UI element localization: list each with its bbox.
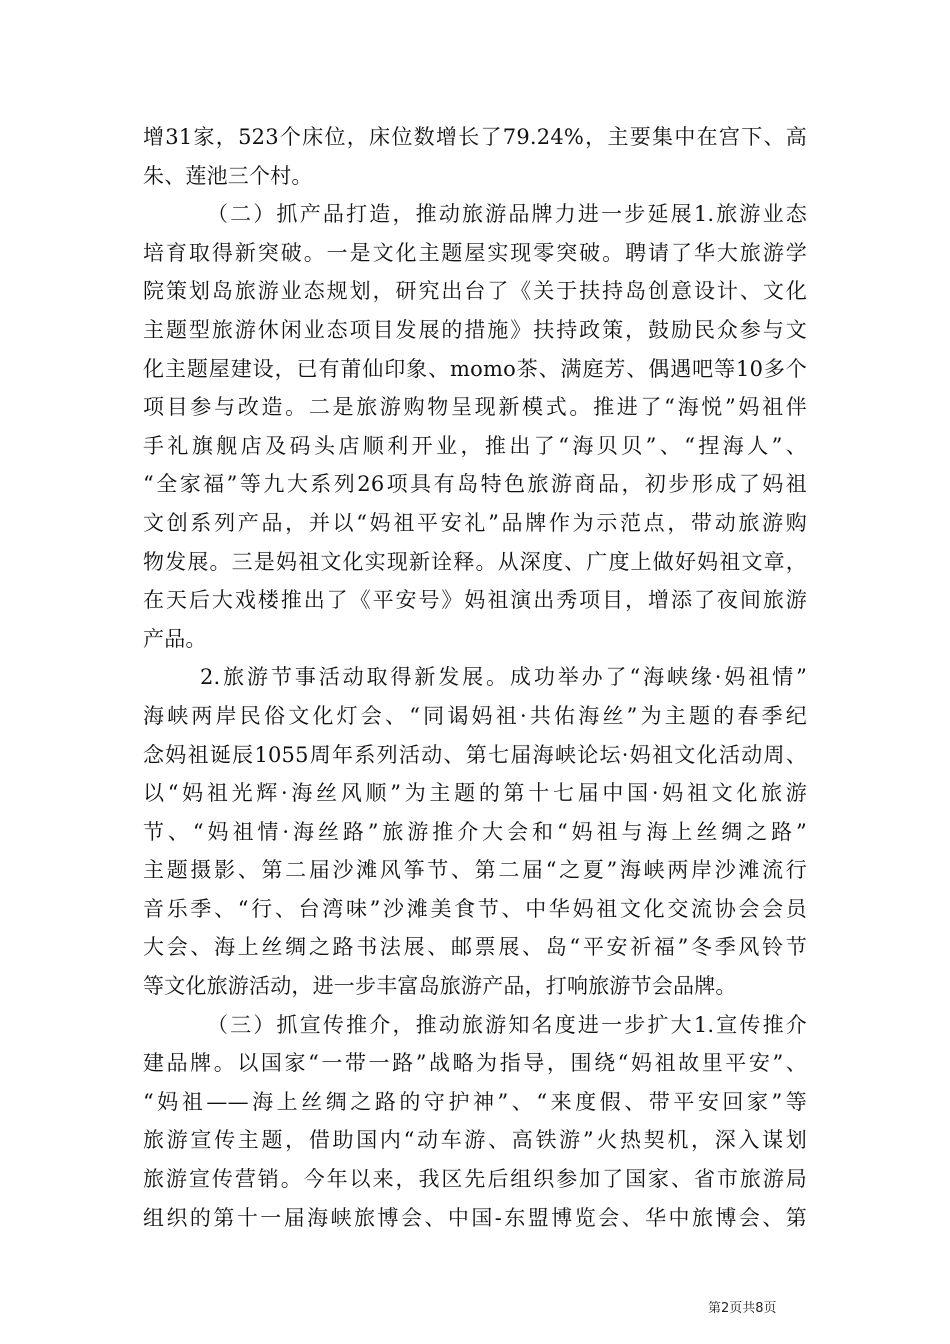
text-line: 培育取得新突破。一是文化主题屋实现零突破。聘请了华大旅游学 [143,240,807,265]
text-line: “妈祖——海上丝绸之路的守护神”、“来度假、带平安回家”等 [143,1089,807,1114]
body-text [143,118,807,1237]
text-line: 海峡两岸民俗文化灯会、“同谒妈祖·共佑海丝”为主题的春季纪 [143,703,807,728]
text-line: （三）抓宣传推介，推动旅游知名度进一步扩大1.宣传推介 [207,1012,807,1037]
text-line: 念妈祖诞辰1055周年系列活动、第七届海峡论坛·妈祖文化活动周、 [143,742,807,767]
text-line: 化主题屋建设，已有莆仙印象、momo茶、满庭芳、偶遇吧等10多个 [143,356,807,381]
text-line: 院策划岛旅游业态规划，研究出台了《关于扶持岛创意设计、文化 [143,279,807,304]
text-line: 旅游宣传主题，借助国内“动车游、高铁游”火热契机，深入谋划 [143,1128,807,1153]
text-line: 建品牌。以国家“一带一路”战略为指导，围绕“妈祖故里平安”、 [143,1051,807,1076]
text-line: 产品。 [143,626,207,651]
text-line: 音乐季、“行、台湾味”沙滩美食节、中华妈祖文化交流协会会员 [143,896,807,921]
page-number: 第2页共8页 [708,1301,777,1316]
text-line: 增31家，523个床位，床位数增长了79.24%，主要集中在宫下、高 [143,125,807,149]
text-line: 主题摄影、第二届沙滩风筝节、第二届“之夏”海峡两岸沙滩流行 [143,858,807,883]
text-line: 节、“妈祖情·海丝路”旅游推介大会和“妈祖与海上丝绸之路” [143,819,807,844]
text-line: 旅游宣传营销。今年以来，我区先后组织参加了国家、省市旅游局 [143,1167,807,1192]
text-line: 文创系列产品，并以“妈祖平安礼”品牌作为示范点，带动旅游购 [143,510,807,535]
text-line: （二）抓产品打造，推动旅游品牌力进一步延展1.旅游业态 [207,202,807,227]
text-line: 大会、海上丝绸之路书法展、邮票展、岛“平安祈福”冬季风铃节 [143,935,807,960]
text-line: 朱、莲池三个村。 [143,163,313,188]
text-line: 2.旅游节事活动取得新发展。成功举办了“海峡缘·妈祖情” [200,665,807,690]
text-line: 等文化旅游活动，进一步丰富岛旅游产品，打响旅游节会品牌。 [143,974,737,999]
text-line: 在天后大戏楼推出了《平安号》妈祖演出秀项目，增添了夜间旅游 [143,588,807,613]
text-line: 组织的第十一届海峡旅博会、中国-东盟博览会、华中旅博会、第 [143,1205,807,1230]
text-line: 物发展。三是妈祖文化实现新诠释。从深度、广度上做好妈祖文章， [143,549,807,574]
text-line: 项目参与改造。二是旅游购物呈现新模式。推进了“海悦”妈祖伴 [143,395,807,420]
text-line: 主题型旅游休闲业态项目发展的措施》扶持政策，鼓励民众参与文 [143,317,807,342]
text-line: 以“妈祖光辉·海丝风顺”为主题的第十七届中国·妈祖文化旅游 [143,781,807,806]
text-line: “全家福”等九大系列26项具有岛特色旅游商品，初步形成了妈祖 [143,472,807,497]
text-line: 手礼旗舰店及码头店顺利开业，推出了“海贝贝”、“捏海人”、 [143,433,807,458]
